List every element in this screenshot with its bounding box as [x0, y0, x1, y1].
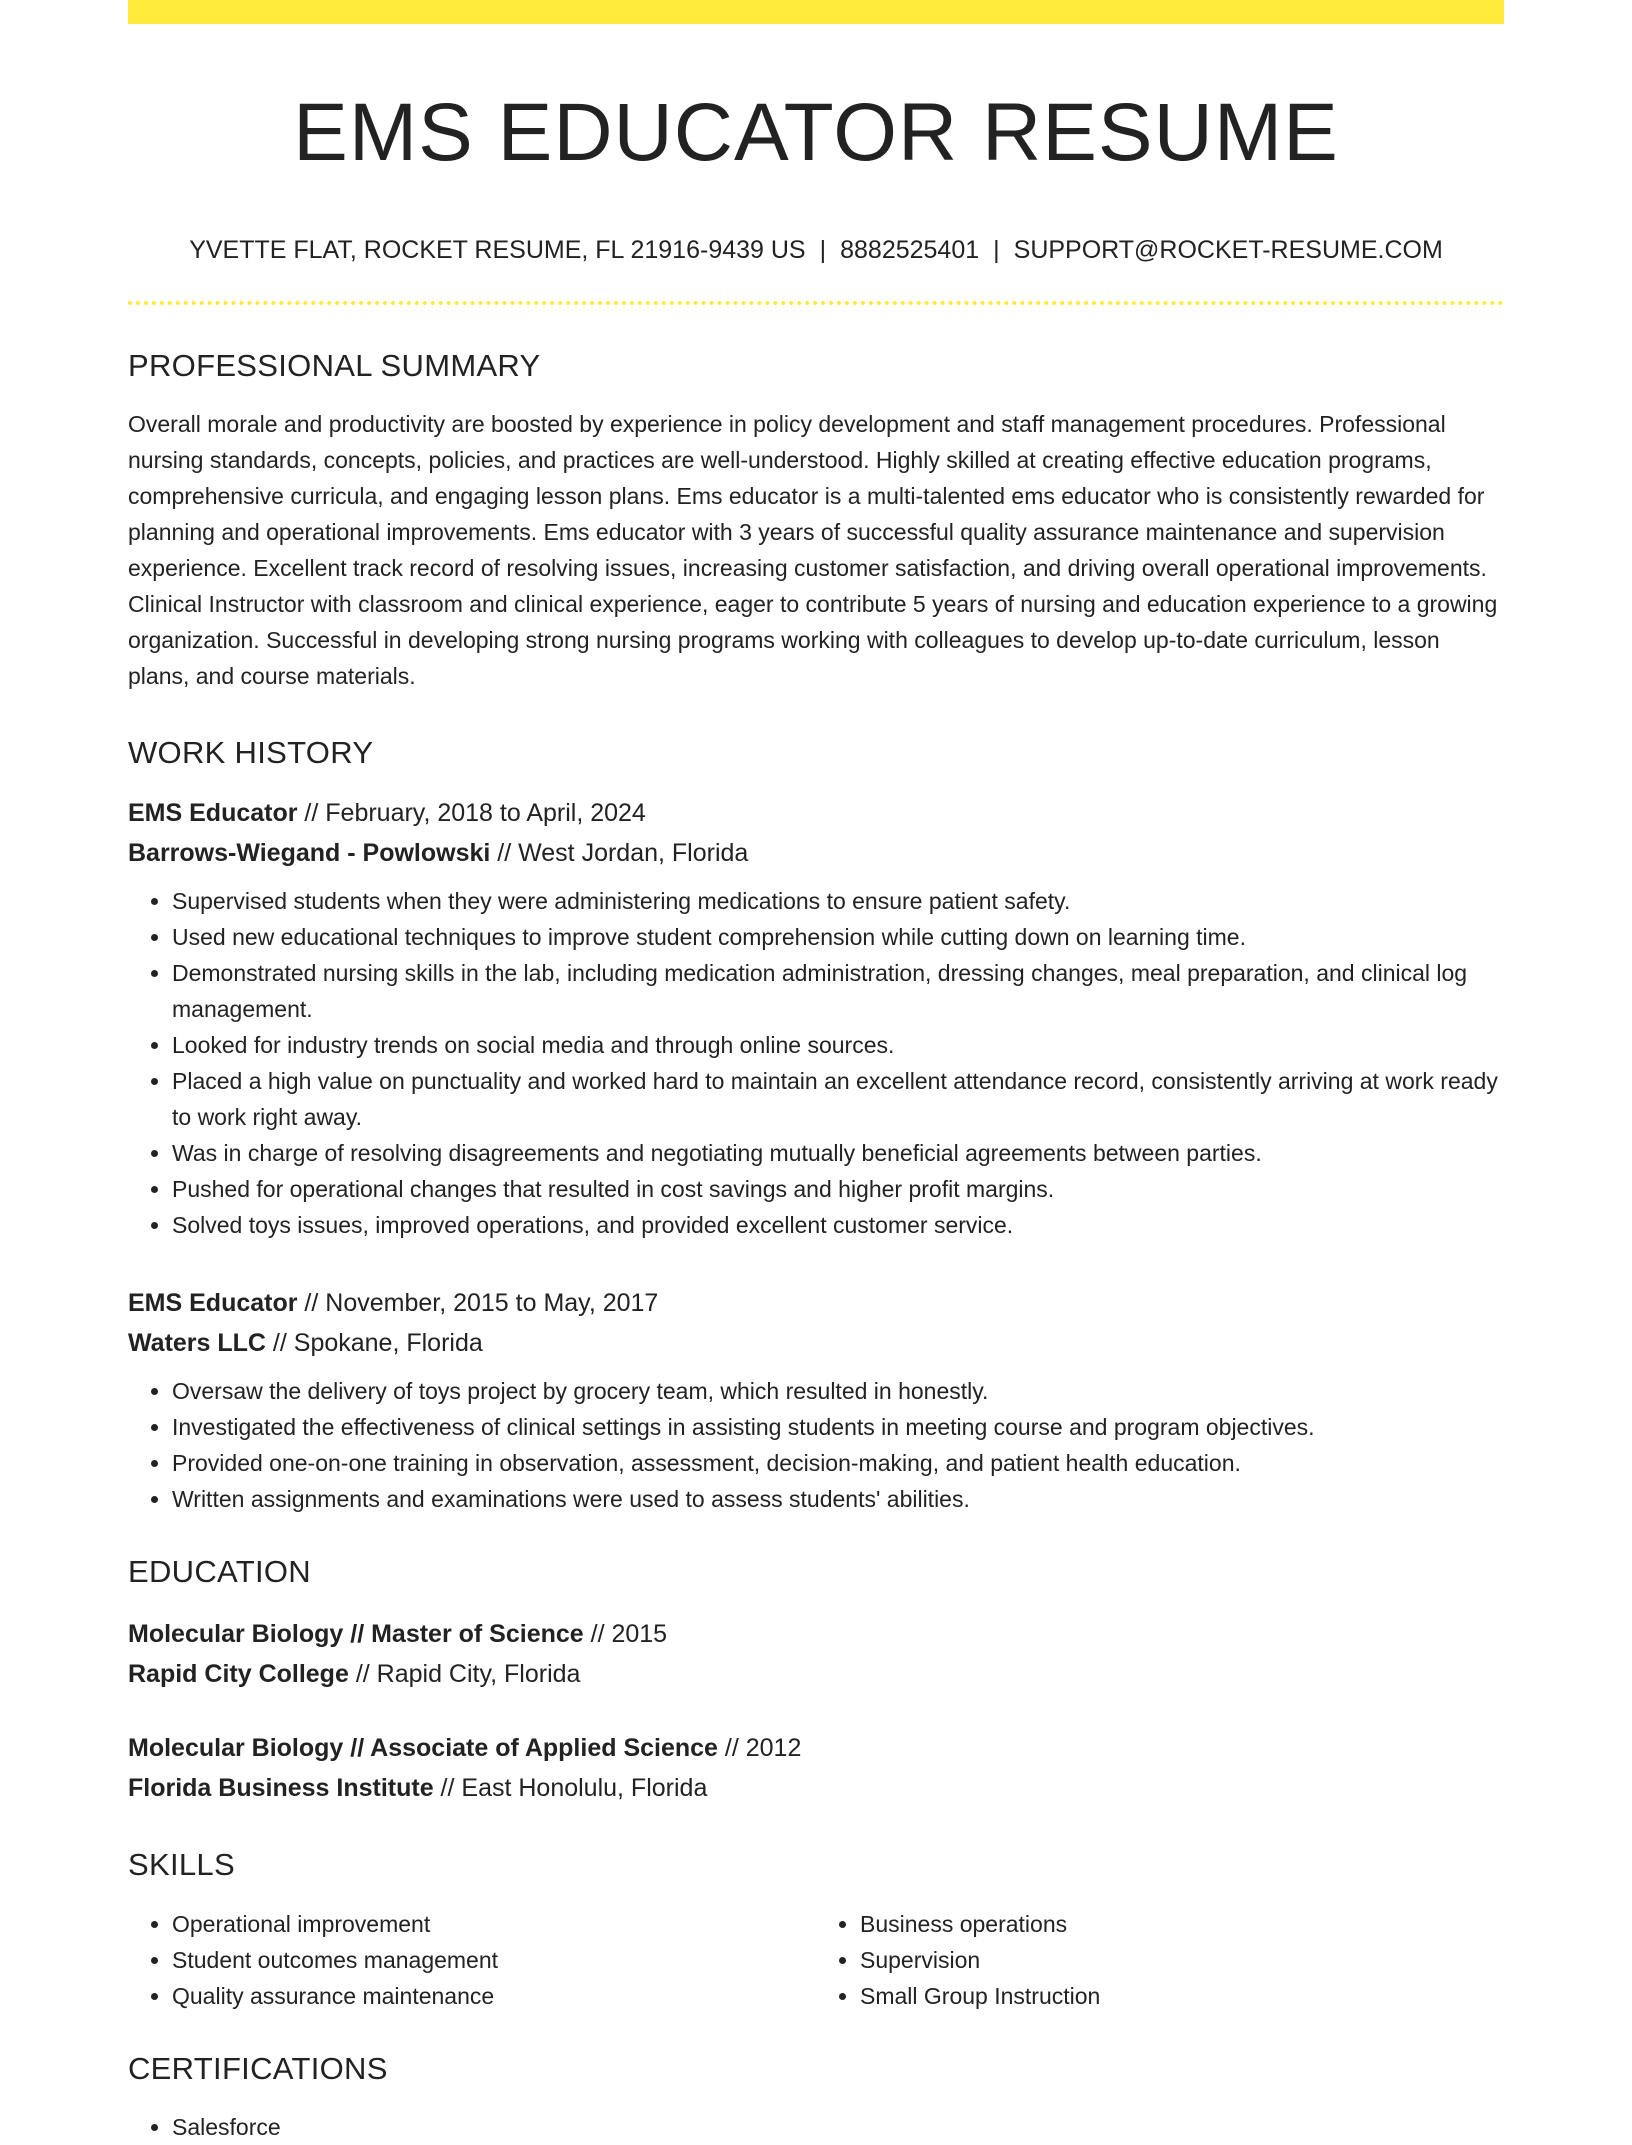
education-school: Rapid City College: [128, 1660, 349, 1689]
job-company-line: [128, 1323, 1504, 1363]
summary-heading: PROFESSIONAL SUMMARY: [128, 347, 541, 383]
job-title: EMS Educator: [128, 799, 298, 828]
skills-list-left: [128, 1906, 816, 2014]
education-school-line: [128, 1768, 1504, 1808]
accent-top-bar: [128, 0, 1504, 24]
education-entry: [128, 1728, 1504, 1808]
job-title-line: [128, 793, 1504, 833]
certifications-section: [128, 2050, 1504, 2145]
job-bullet: • Was in charge of resolving disagreements and negotiating mutually beneficial agreements between parties.: [172, 1135, 1504, 1171]
education-heading: EDUCATION: [128, 1554, 311, 1590]
education-section: [128, 1553, 1504, 1808]
dotted-divider: [128, 301, 1504, 305]
education-location: // Rapid City, Florida: [348, 1660, 581, 1689]
education-school-line: [128, 1654, 1504, 1694]
education-year: // 2012: [717, 1734, 802, 1763]
contact-address: YVETTE FLAT, ROCKET RESUME, FL 21916-9439 US: [189, 236, 806, 265]
skills-list-right: [816, 1906, 1504, 2014]
job-company-line: [128, 833, 1504, 873]
skill-item: • Small Group Instruction: [860, 1978, 1504, 2014]
skill-item: • Business operations: [860, 1906, 1504, 1942]
job-bullet: • Looked for industry trends on social media and through online sources.: [172, 1027, 1504, 1063]
summary-text: Overall morale and productivity are boosted by experience in policy development and staff management procedures. Professional nursing standards, concepts, policies, and practices are well-understood. Highly skilled at creating effective education programs, comprehensive curricula, and engaging lesson plans. Ems educator is a multi-talented ems educator who is consistently rewarded for planning and operational improvements. Ems educator with 3 years of successful quality assurance maintenance and supervision experience. Excellent track record of resolving issues, increasing customer satisfaction, and driving overall operational improvements. Clinical Instructor with classroom and clinical experience, eager to contribute 5 years of nursing and education experience to a growing organization. Successful in developing strong nursing programs working with colleagues to develop up-to-date curriculum, lesson plans, and course materials.: [128, 411, 1498, 690]
work-history-section: [128, 734, 1504, 1517]
job-entry: [128, 1283, 1504, 1517]
contact-separator: |: [819, 236, 827, 265]
education-location: // East Honolulu, Florida: [433, 1774, 708, 1803]
contact-line: [128, 234, 1504, 267]
education-degree: Molecular Biology // Master of Science: [128, 1620, 584, 1649]
job-bullet: • Pushed for operational changes that resulted in cost savings and higher profit margins.: [172, 1171, 1504, 1207]
job-bullets: [128, 1373, 1504, 1517]
education-degree: Molecular Biology // Associate of Applied Science: [128, 1734, 718, 1763]
education-school: Florida Business Institute: [128, 1774, 434, 1803]
certification-item: • Salesforce: [172, 2109, 1504, 2145]
job-company: Barrows-Wiegand - Powlowski: [128, 839, 491, 868]
job-bullet: • Placed a high value on punctuality and worked hard to maintain an excellent attendance record, consistently arriving at work ready to work right away.: [172, 1063, 1504, 1135]
job-bullet: • Oversaw the delivery of toys project by grocery team, which resulted in honestly.: [172, 1373, 1504, 1409]
job-title-line: [128, 1283, 1504, 1323]
job-bullets: [128, 883, 1504, 1243]
resume-title: EMS EDUCATOR RESUME: [293, 87, 1339, 178]
job-dates: // November, 2015 to May, 2017: [297, 1289, 659, 1318]
work-history-heading: WORK HISTORY: [128, 735, 374, 771]
skill-item: • Student outcomes management: [172, 1942, 816, 1978]
certifications-heading: CERTIFICATIONS: [128, 2050, 388, 2086]
job-bullet: • Provided one-on-one training in observation, assessment, decision-making, and patient health education.: [172, 1445, 1504, 1481]
contact-separator: |: [993, 236, 1000, 265]
education-degree-line: [128, 1614, 1504, 1654]
job-bullet: • Demonstrated nursing skills in the lab, including medication administration, dressing changes, meal preparation, and clinical log management.: [172, 955, 1504, 1027]
contact-phone: 8882525401: [840, 236, 980, 265]
job-bullet: • Written assignments and examinations were used to assess students' abilities.: [172, 1481, 1504, 1517]
certifications-list: [128, 2109, 1504, 2145]
education-degree-line: [128, 1728, 1504, 1768]
job-bullet: • Used new educational techniques to improve student comprehension while cutting down on learning time.: [172, 919, 1504, 955]
job-bullet: • Solved toys issues, improved operations, and provided excellent customer service.: [172, 1207, 1504, 1243]
job-company: Waters LLC: [128, 1329, 266, 1358]
summary-section: [128, 347, 1504, 694]
job-title: EMS Educator: [128, 1289, 298, 1318]
job-dates: // February, 2018 to April, 2024: [297, 799, 646, 828]
skills-section: [128, 1846, 1504, 2013]
job-entry: [128, 793, 1504, 1243]
job-location: // Spokane, Florida: [265, 1329, 483, 1358]
skills-columns: [128, 1906, 1504, 2014]
skill-item: • Quality assurance maintenance: [172, 1978, 816, 2014]
resume-page: [128, 0, 1504, 2145]
education-year: // 2015: [583, 1620, 668, 1649]
skills-heading: SKILLS: [128, 1847, 235, 1883]
skill-item: • Supervision: [860, 1942, 1504, 1978]
education-entry: [128, 1614, 1504, 1694]
job-location: // West Jordan, Florida: [490, 839, 749, 868]
contact-email: SUPPORT@ROCKET-RESUME.COM: [1013, 236, 1443, 265]
job-bullet: • Supervised students when they were administering medications to ensure patient safety.: [172, 883, 1504, 919]
skill-item: • Operational improvement: [172, 1906, 816, 1942]
job-bullet: • Investigated the effectiveness of clinical settings in assisting students in meeting course and program objectives.: [172, 1409, 1504, 1445]
